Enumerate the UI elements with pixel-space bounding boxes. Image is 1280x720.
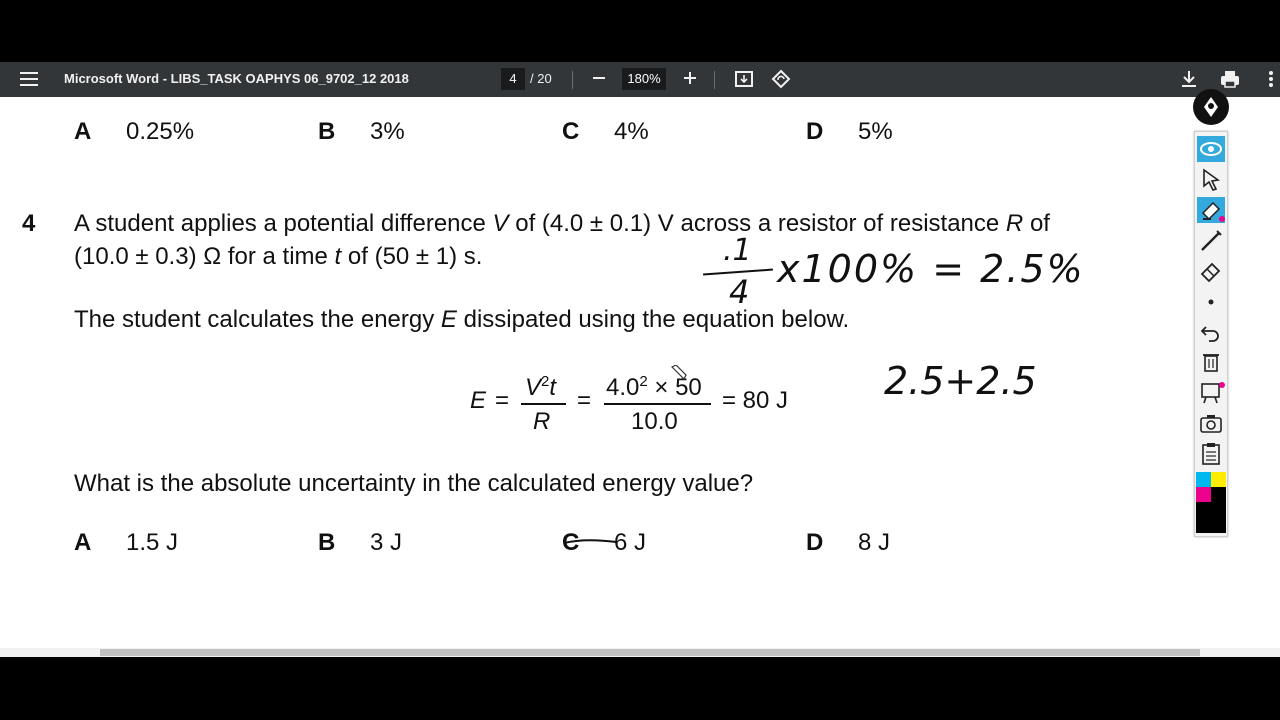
symbol-v: V [492, 210, 509, 237]
answer-option-text: 8 J [858, 529, 891, 556]
document-title: Microsoft Word - LIBS_TASK OAPHYS 06_9702_12 2018 [64, 71, 409, 86]
color-swatch-cyan[interactable] [1196, 472, 1211, 487]
whiteboard-icon[interactable] [1197, 379, 1225, 405]
ink-fraction-denominator: 4 [729, 273, 750, 311]
download-icon[interactable] [1178, 68, 1200, 90]
fraction-bar [604, 403, 711, 405]
prev-option-letter: A [74, 118, 92, 145]
eq-numerator-2: $4.0^2 \times 50$ [606, 373, 702, 401]
prev-option-letter: D [806, 118, 824, 145]
color-swatch-magenta[interactable] [1196, 487, 1211, 502]
menu-icon[interactable] [20, 72, 38, 86]
prev-option-letter: B [318, 118, 336, 145]
fit-page-icon[interactable] [733, 68, 755, 90]
pdf-toolbar [0, 62, 1280, 97]
fraction-bar [521, 403, 566, 405]
ink-sum: 2.5+2.5 [884, 359, 1037, 403]
more-options-icon[interactable] [1260, 68, 1280, 90]
question-text: of (4.0 ± 0.1) V across a resistor of resistance [515, 210, 1000, 237]
eq-symbol-e: E [470, 387, 487, 414]
prev-option-text: 4% [614, 118, 649, 145]
zoom-level-input[interactable]: 180% [622, 68, 666, 90]
current-color-preview [1196, 502, 1226, 533]
rotate-icon[interactable] [770, 68, 792, 90]
prev-option-text: 0.25% [126, 118, 195, 145]
eye-icon[interactable] [1197, 136, 1225, 162]
answer-option-letter: B [318, 529, 336, 556]
page-number-input[interactable]: 4 [501, 68, 525, 90]
eq-equals: = [577, 387, 592, 414]
question-line-1 [74, 210, 1244, 238]
eq-result: = 80 J [722, 387, 789, 414]
question-prompt: What is the absolute uncertainty in the calculated energy value? [74, 470, 754, 497]
horizontal-scrollbar[interactable] [0, 648, 1280, 657]
clipboard-icon[interactable] [1197, 440, 1225, 466]
answer-option-letter: C [562, 529, 580, 556]
eq-denominator-1: R [533, 408, 551, 435]
ink-strike-mark [560, 537, 620, 549]
top-black-band [0, 0, 1280, 62]
symbol-e: E [440, 306, 457, 333]
question-text: (10.0 ± 0.3) Ω for a time [74, 243, 328, 270]
eq-equals: = [495, 387, 510, 414]
highlighter-icon[interactable] [1197, 197, 1225, 223]
symbol-r: R [1005, 210, 1024, 237]
toolbar-divider [572, 71, 573, 89]
pencil-cursor-icon [670, 365, 688, 383]
question-text: of (50 ± 1) s. [347, 243, 483, 270]
answer-option-letter: D [806, 529, 824, 556]
cursor-icon[interactable] [1197, 167, 1225, 193]
pen-icon[interactable] [1197, 227, 1225, 253]
zoom-out-icon[interactable] [587, 66, 611, 90]
document-viewport[interactable] [0, 97, 1280, 648]
dot-icon[interactable] [1197, 288, 1225, 314]
pdf-page [0, 97, 1280, 648]
question-text: A student applies a potential difference [74, 210, 486, 237]
prev-option-text: 5% [858, 118, 893, 145]
scrollbar-thumb[interactable] [100, 649, 1200, 656]
color-swatch-black[interactable] [1211, 487, 1226, 502]
prev-option-letter: C [562, 118, 580, 145]
answer-option-text: 6 J [614, 529, 647, 556]
answer-option-text: 1.5 J [126, 529, 179, 556]
question-number: 4 [22, 210, 36, 237]
answer-option-text: 3 J [370, 529, 403, 556]
ink-calc-result: x100% = 2.5% [777, 247, 1085, 291]
question-text: of [1029, 210, 1050, 237]
undo-icon[interactable] [1197, 318, 1225, 344]
question-text: The student calculates the energy [74, 306, 435, 333]
answer-option-letter: A [74, 529, 92, 556]
eq-numerator-1: $V^2t$ [525, 373, 557, 401]
prev-option-text: 3% [370, 118, 405, 145]
page-total: / 20 [530, 71, 552, 86]
question-line-2 [74, 243, 482, 271]
color-swatch-yellow[interactable] [1211, 472, 1226, 487]
trash-icon[interactable] [1197, 348, 1225, 374]
question-text: dissipated using the equation below. [463, 306, 850, 333]
toolbar-divider [714, 71, 715, 89]
eq-denominator-2: 10.0 [631, 408, 678, 435]
print-icon[interactable] [1219, 68, 1241, 90]
symbol-t: t [334, 243, 342, 270]
handwritten-calculation [703, 233, 1085, 313]
camera-icon[interactable] [1197, 410, 1225, 436]
ink-fraction-numerator: .1 [723, 233, 752, 268]
annotation-toolbar [1194, 131, 1228, 537]
logo-icon[interactable] [1193, 89, 1229, 125]
eraser-icon[interactable] [1197, 257, 1225, 283]
zoom-in-icon[interactable] [678, 66, 702, 90]
bottom-black-band [0, 657, 1280, 720]
